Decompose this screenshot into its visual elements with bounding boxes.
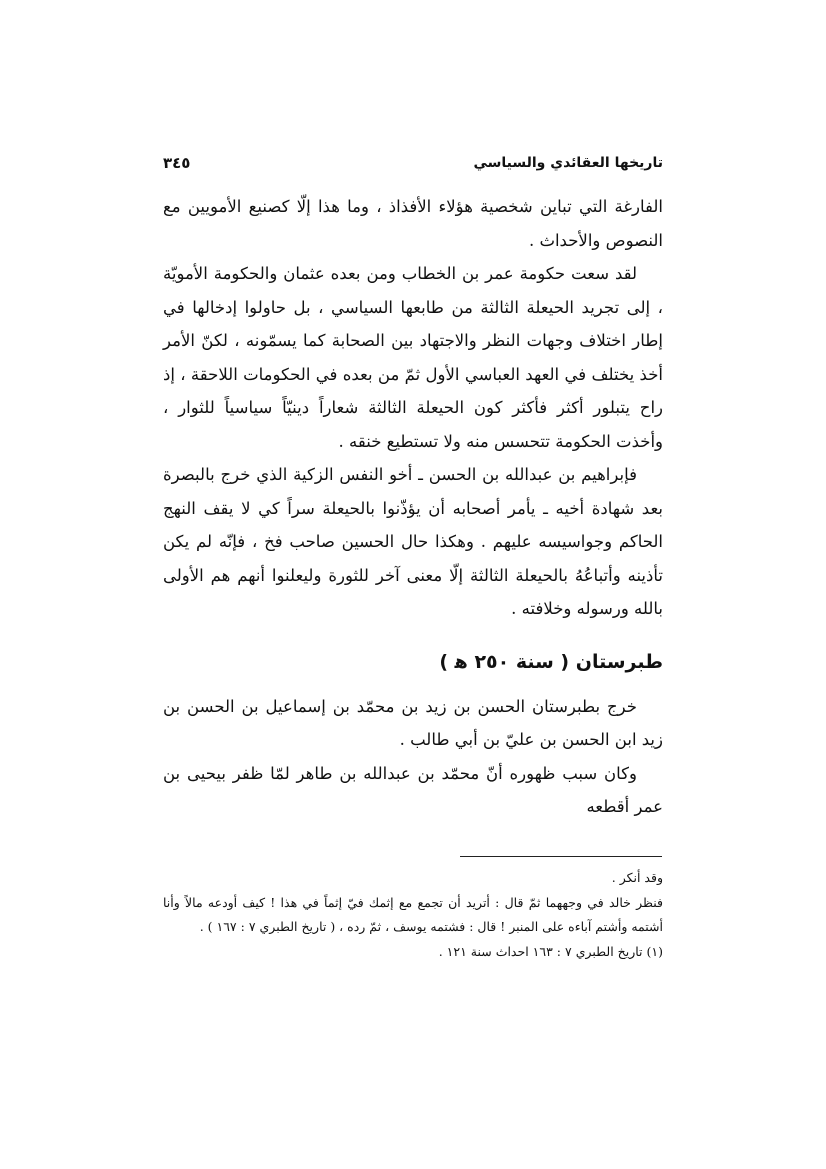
main-text — [163, 190, 663, 824]
footnote-line-1: وقد أنكر . — [611, 870, 663, 885]
footnote-divider — [460, 856, 662, 857]
footnotes — [163, 866, 663, 964]
section-paragraph-2: وكان سبب ظهوره أنّ محمّد بن عبدالله بن طاهر لمّا ظفر بيحيى بن عمر أقطعه — [163, 763, 663, 816]
footnote-line-2: فنظر خالد في وجههما ثمّ قال : أتريد أن تجمع مع إثمك فيّ إثماً في هذا ! كيف أودعه مالاً وأنا أشتمه وأشتم آباءه على المنبر ! قال : فشتمه يوسف ، ثمّ رده ، ( تاريخ الطبري ٧ : ١٦٧ ) . — [163, 894, 663, 934]
footnote-line-3: (١) تاريخ الطبري ٧ : ١٦٣ احداث سنة ١٢١ . — [438, 943, 663, 959]
section-heading: طبرستان ( سنة ٢٥٠ ه‍ ) — [439, 650, 663, 673]
page-header — [163, 150, 663, 176]
page-number: ٣٤٥ — [163, 154, 191, 172]
running-title: تاريخها العقائدي والسياسي — [473, 155, 663, 171]
paragraph-2: لقد سعت حكومة عمر بن الخطاب ومن بعده عثمان والحكومة الأمويّة ، إلى تجريد الحيعلة الثالثة من طابعها السياسي ، بل حاولوا إدخالها في إطار اختلاف وجهات النظر والاجتهاد بين الصحابة كما يسمّونه ، لكنّ الأمر أخذ يختلف في العهد العباسي الأول ثمّ من بعده في الحكومات اللاحقة ، إذ راح يتبلور أكثر فأكثر كون الحيعلة الثالثة شعاراً دينيّاً سياسياً للثوار ، وأخذت الحكومة تتحسس منه ولا تستطيع خنقه . — [163, 264, 663, 451]
paragraph-3: فإبراهيم بن عبدالله بن الحسن ـ أخو النفس الزكية الذي خرج بالبصرة بعد شهادة أخيه ـ يأمر أصحابه أن يؤذّنوا بالحيعلة سراً كي لا يقف النهج الحاكم وجواسيسه عليهم . وهكذا حال الحسين صاحب فخ ، فإنّه لم يكن تأذينه وأتباعُهُ بالحيعلة الثالثة إلّا معنى آخر للثورة وليعلنوا أنهم هم الأولى بالله ورسوله وخلافته . — [163, 465, 663, 618]
section-paragraph-1: خرج بطبرستان الحسن بن زيد بن محمّد بن إسماعيل بن الحسن بن زيد ابن الحسن بن عليّ بن أبي طالب . — [163, 696, 663, 749]
paragraph-1: الفارغة التي تباين شخصية هؤلاء الأفذاذ ، وما هذا إلّا كصنيع الأمويين مع النصوص والأحداث . — [163, 197, 663, 250]
